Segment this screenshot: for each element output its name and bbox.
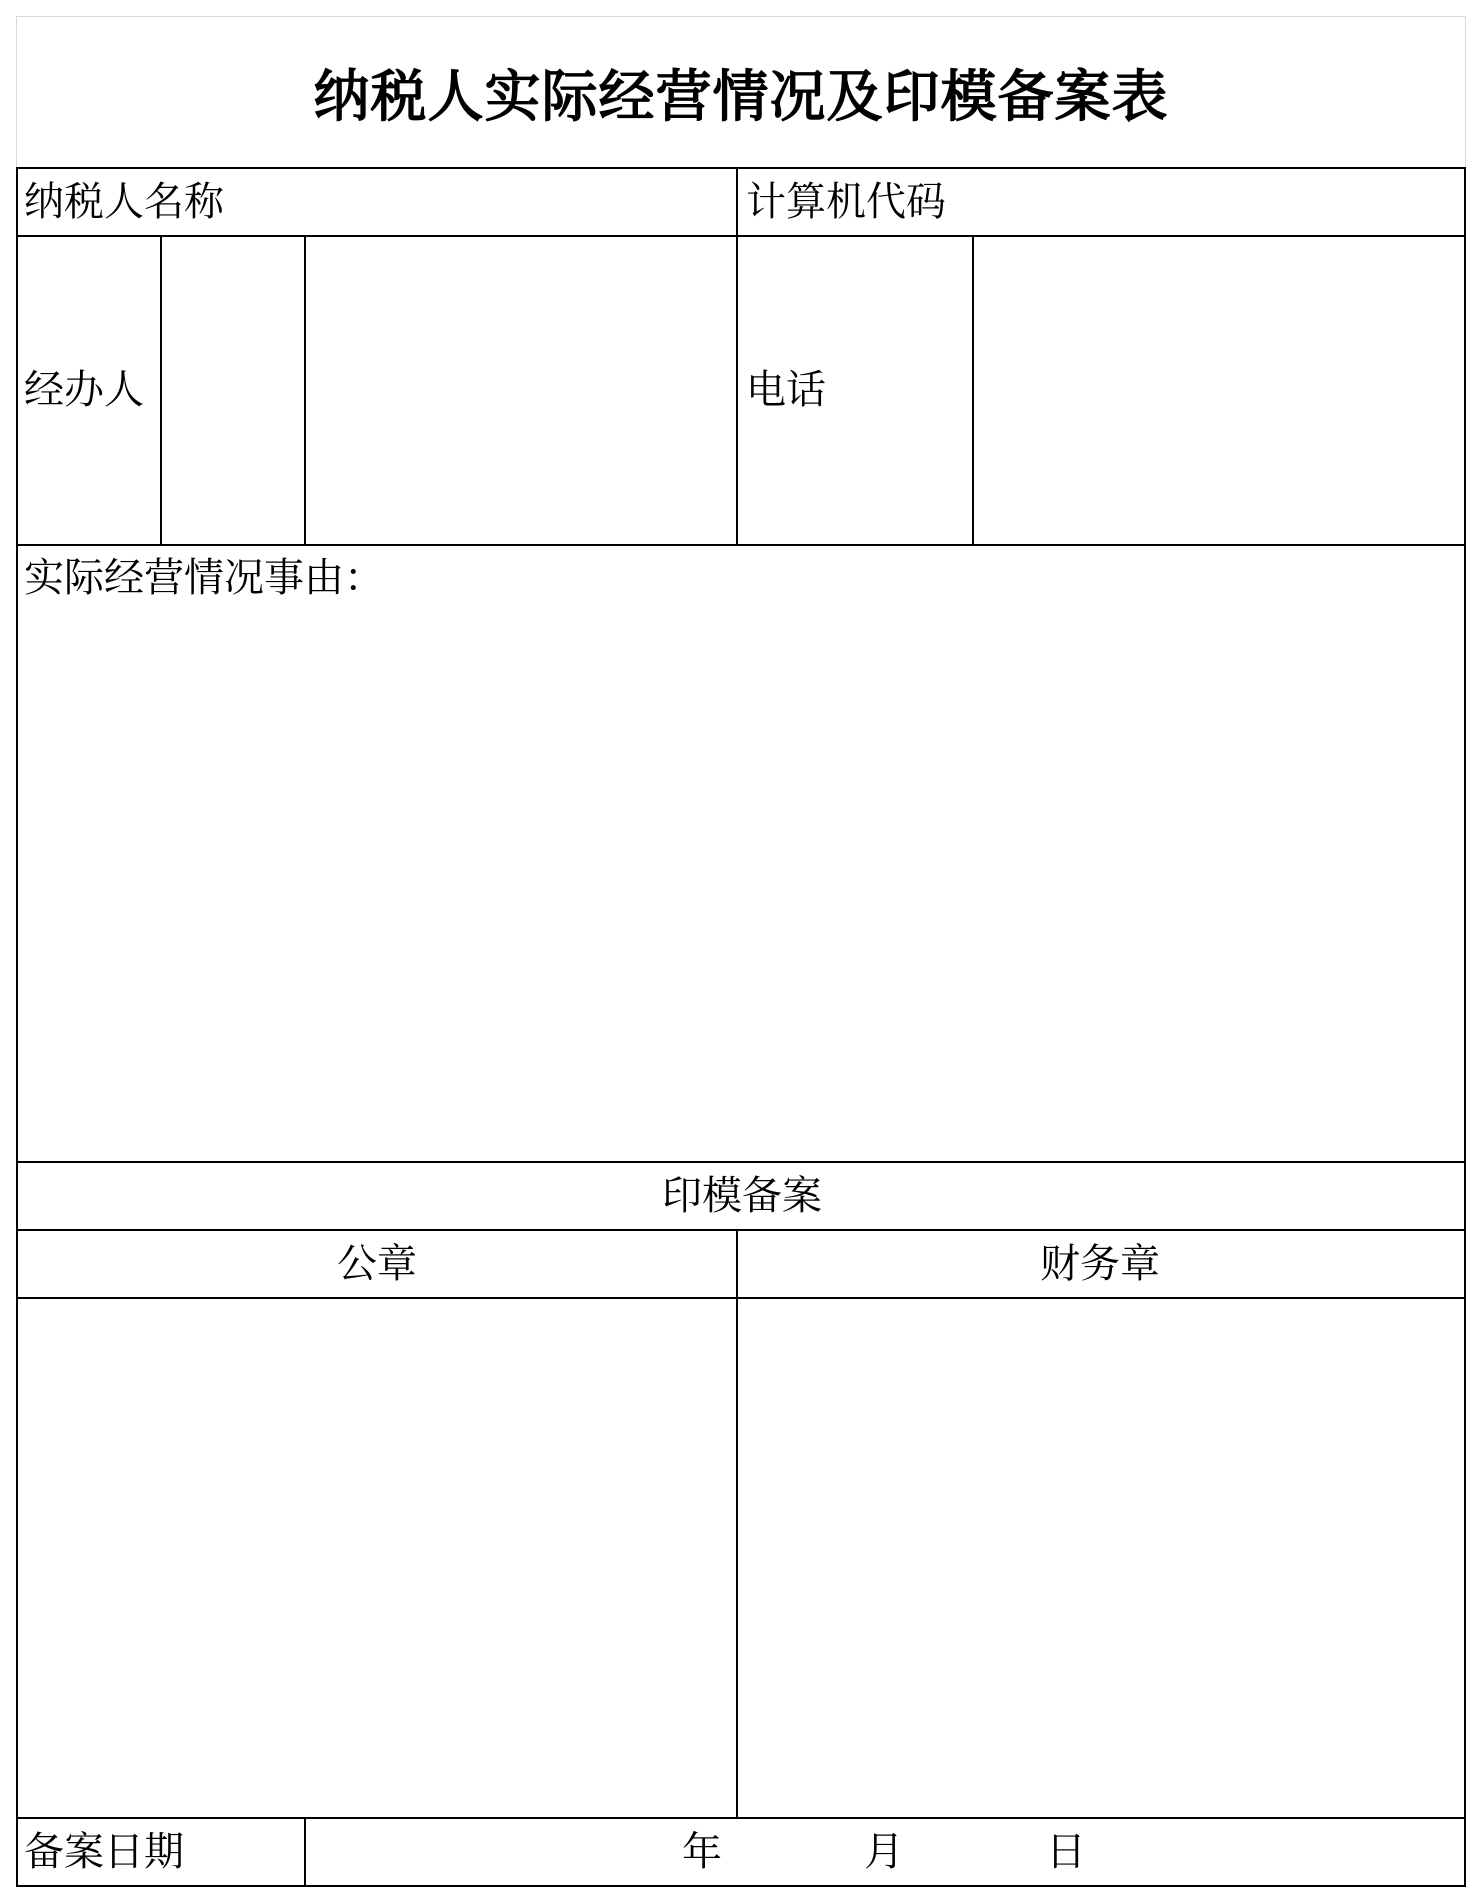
divider-mid-row1	[736, 167, 738, 544]
form-title-box	[16, 16, 1466, 168]
divider-handler-a	[160, 235, 162, 544]
month-label: 月	[864, 1829, 904, 1875]
row-line-top	[16, 167, 1466, 169]
divider-seals	[736, 1229, 738, 1817]
row-line-4	[16, 1161, 1466, 1163]
border-right	[1464, 167, 1466, 1887]
border-left	[16, 167, 18, 1887]
divider-handler-b	[304, 235, 306, 544]
divider-phone	[972, 235, 974, 544]
year-label: 年	[682, 1829, 722, 1875]
business-reason-label: 实际经营情况事由：	[24, 555, 384, 601]
computer-code-label: 计算机代码	[746, 179, 946, 225]
official-seal-label: 公章	[337, 1241, 417, 1287]
record-date-label: 备案日期	[24, 1829, 184, 1875]
finance-seal-label: 财务章	[1040, 1241, 1160, 1287]
day-label: 日	[1046, 1829, 1086, 1875]
phone-label: 电话	[746, 367, 826, 413]
row-line-7	[16, 1817, 1466, 1819]
form-title: 纳税人实际经营情况及印模备案表	[313, 64, 1169, 130]
row-line-bottom	[16, 1885, 1466, 1887]
handler-label: 经办人	[24, 367, 144, 413]
row-line-2	[16, 235, 1466, 237]
seal-record-header: 印模备案	[662, 1173, 822, 1219]
row-line-6	[16, 1297, 1466, 1299]
divider-date	[304, 1817, 306, 1885]
taxpayer-name-label: 纳税人名称	[24, 179, 224, 225]
row-line-5	[16, 1229, 1466, 1231]
row-line-3	[16, 544, 1466, 546]
